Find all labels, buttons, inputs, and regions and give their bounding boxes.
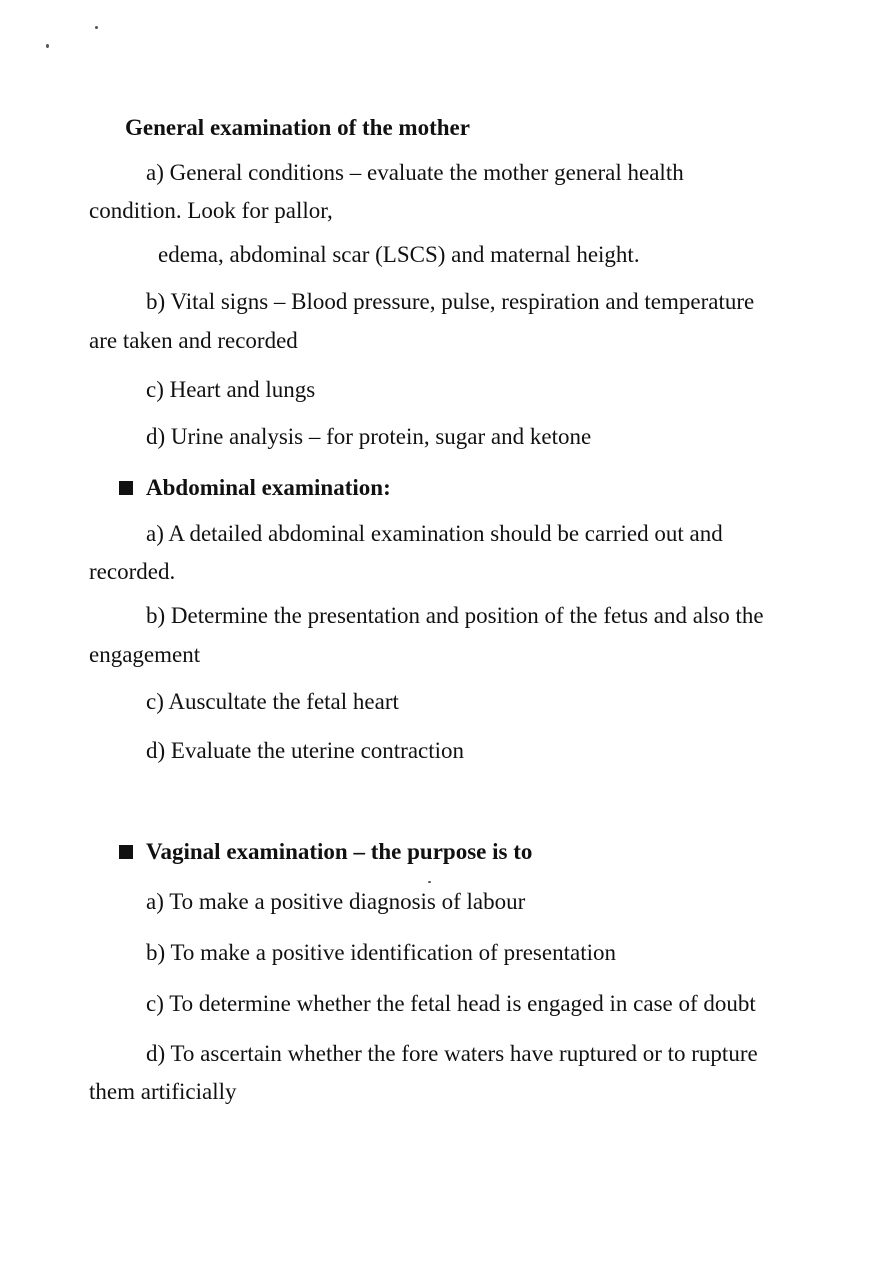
- abdominal-item-a-line2: recorded.: [89, 559, 176, 584]
- vaginal-item-a: a) To make a positive diagnosis of labour: [146, 889, 526, 914]
- abdominal-item-a-line1: a) A detailed abdominal examination should be carried out and: [146, 521, 723, 546]
- section-heading-vaginal: Vaginal examination – the purpose is to: [146, 839, 533, 864]
- bullet-square-icon: [119, 481, 133, 495]
- general-item-b-line1: b) Vital signs – Blood pressure, pulse, respiration and temperature: [146, 289, 755, 314]
- section-heading-general: General examination of the mother: [125, 115, 470, 140]
- general-item-c: c) Heart and lungs: [146, 377, 316, 402]
- scan-speck: [46, 44, 49, 48]
- scan-speck: [428, 881, 431, 883]
- general-item-a-line1: a) General conditions – evaluate the mother general health: [146, 160, 684, 185]
- section-heading-abdominal: Abdominal examination:: [146, 475, 391, 500]
- vaginal-item-c: c) To determine whether the fetal head is engaged in case of doubt: [146, 991, 756, 1016]
- abdominal-item-b-line1: b) Determine the presentation and position of the fetus and also the: [146, 603, 764, 628]
- general-item-a-line2: condition. Look for pallor,: [89, 198, 333, 223]
- abdominal-item-d: d) Evaluate the uterine contraction: [146, 738, 465, 763]
- abdominal-item-b-line2: engagement: [89, 642, 201, 667]
- vaginal-item-b: b) To make a positive identification of presentation: [146, 940, 616, 965]
- vaginal-item-d-line2: them artificially: [89, 1079, 237, 1104]
- general-item-b-line2: are taken and recorded: [89, 328, 298, 353]
- scan-speck: [95, 26, 98, 29]
- general-item-a-line3: edema, abdominal scar (LSCS) and maternal height.: [158, 242, 640, 267]
- bullet-square-icon: [119, 845, 133, 859]
- general-item-d: d) Urine analysis – for protein, sugar and ketone: [146, 424, 592, 449]
- vaginal-item-d-line1: d) To ascertain whether the fore waters have ruptured or to rupture: [146, 1041, 758, 1066]
- abdominal-item-c: c) Auscultate the fetal heart: [146, 689, 399, 714]
